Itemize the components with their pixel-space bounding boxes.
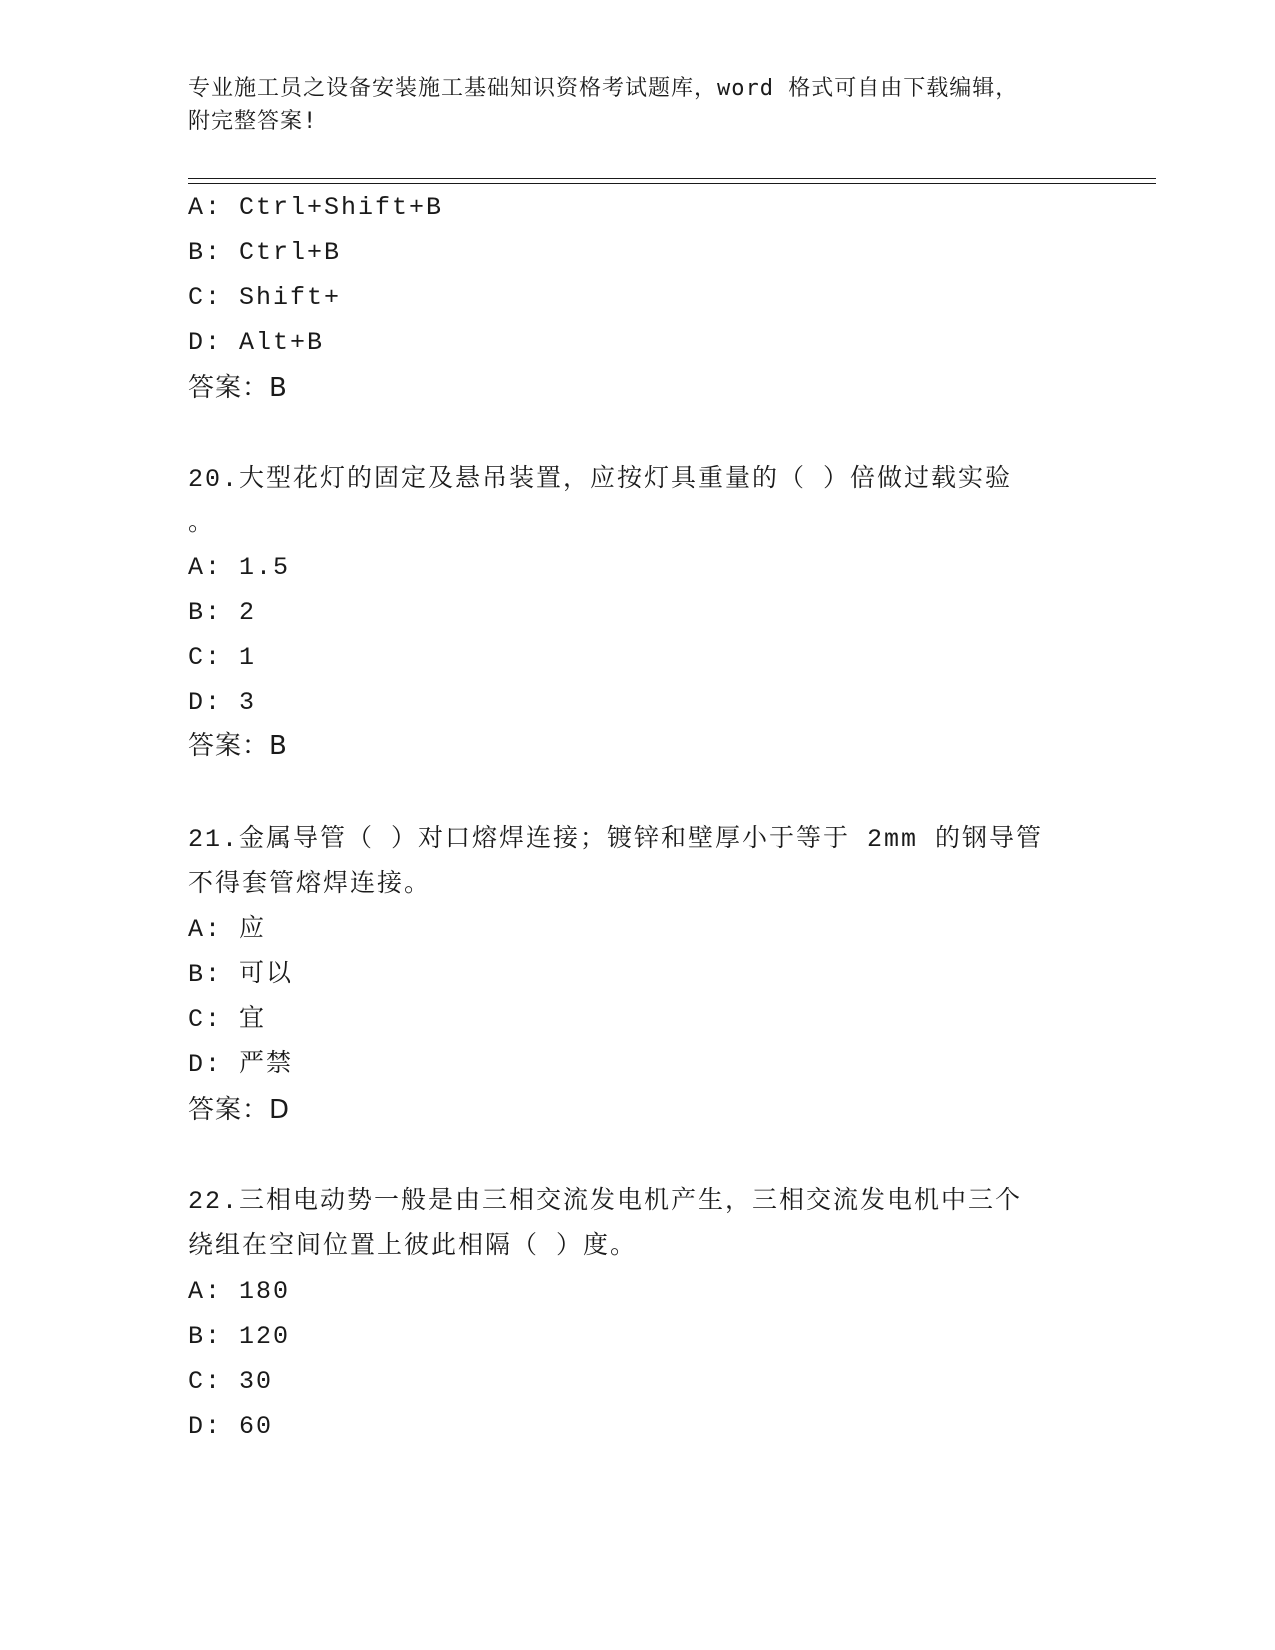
q19-option-c: C: Shift+: [188, 283, 342, 312]
q20-option-c: C: 1: [188, 643, 257, 672]
header-divider-bottom: [188, 183, 1156, 184]
q19-option-d: D: Alt+B: [188, 328, 325, 357]
q22-option-b: B: 120: [188, 1322, 291, 1351]
document-header: [188, 72, 1068, 138]
header-divider-top: [188, 178, 1156, 179]
q20-stem-line-2: 。: [188, 509, 216, 538]
header-line-1: 专业施工员之设备安装施工基础知识资格考试题库，word 格式可自由下载编辑，: [188, 76, 1019, 101]
q22-stem-line-2: 绕组在空间位置上彼此相隔（ ）度。: [188, 1232, 638, 1261]
q19-option-b: B: Ctrl+B: [188, 238, 342, 267]
q20-option-a: A: 1.5: [188, 553, 291, 582]
header-line-2: 附完整答案!: [188, 109, 318, 134]
q22-stem-line-1: 22.三相电动势一般是由三相交流发电机产生，三相交流发电机中三个: [188, 1187, 1023, 1216]
q21-stem-line-2: 不得套管熔焊连接。: [188, 870, 432, 899]
q19-answer: 答案：B: [188, 373, 288, 403]
q22-option-d: D: 60: [188, 1412, 274, 1441]
q21-option-b: B: 可以: [188, 960, 294, 989]
q21-stem-line-1: 21.金属导管（ ）对口熔焊连接；镀锌和壁厚小于等于 2mm 的钢导管: [188, 825, 1044, 854]
q19-option-a: A: Ctrl+Shift+B: [188, 193, 444, 222]
q20-option-b: B: 2: [188, 598, 257, 627]
q20-answer: 答案：B: [188, 731, 288, 761]
q21-option-d: D: 严禁: [188, 1050, 294, 1079]
q21-answer: 答案：D: [188, 1095, 291, 1125]
q21-option-a: A: 应: [188, 915, 267, 944]
q21-option-c: C: 宜: [188, 1005, 267, 1034]
q22-option-a: A: 180: [188, 1277, 291, 1306]
q22-option-c: C: 30: [188, 1367, 274, 1396]
q20-stem-line-1: 20.大型花灯的固定及悬吊装置，应按灯具重量的（ ）倍做过载实验: [188, 465, 1013, 494]
q20-option-d: D: 3: [188, 688, 257, 717]
